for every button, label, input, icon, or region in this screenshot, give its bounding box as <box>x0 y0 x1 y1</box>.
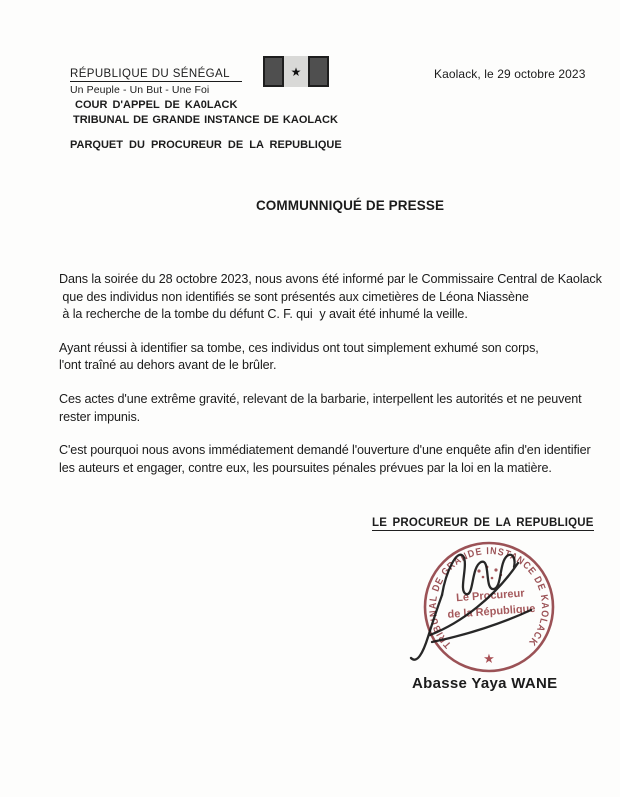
parquet-line: PARQUET DU PROCUREUR DE LA REPUBLIQUE <box>70 139 342 151</box>
senegal-flag-icon <box>263 56 329 87</box>
paragraph-line: que des individus non identifiés se sont présentés aux cimetières de Léona Niassène <box>59 289 529 304</box>
paragraph-line: Ayant réussi à identifier sa tombe, ces individus ont tout simplement exhumé son corps, <box>59 340 539 355</box>
republic-title: RÉPUBLIQUE DU SÉNÉGAL <box>70 68 242 82</box>
paragraph-line: Ces actes d'une extrême gravité, relevant de la barbarie, interpellent les autorités et ne peuvent <box>59 391 582 406</box>
tribunal-stamp <box>407 525 571 689</box>
stamp-center-line-2: de la République <box>447 602 536 621</box>
press-release-title: COMMUNNIQUÉ DE PRESSE <box>255 198 445 213</box>
paragraph-1 <box>59 271 602 324</box>
paragraph-line: rester impunis. <box>59 409 141 424</box>
national-motto: Un Peuple - Un But - Une Foi <box>70 84 210 96</box>
signatory-role-line: LE PROCUREUR DE LA REPUBLIQUE <box>372 517 594 529</box>
flag-center-band <box>284 56 308 87</box>
body-paragraphs <box>59 271 602 493</box>
place-date-line: Kaolack, le 29 octobre 2023 <box>434 67 586 81</box>
stamp-ornament <box>477 566 502 580</box>
stamp-star-icon: ★ <box>483 651 495 666</box>
flag-left-panel <box>263 56 284 87</box>
paragraph-4 <box>59 442 591 477</box>
signatory-name: Abasse Yaya WANE <box>412 675 558 692</box>
paragraph-2 <box>59 340 587 375</box>
flag-right-panel <box>308 56 329 87</box>
paragraph-line: Dans la soirée du 28 octobre 2023, nous avons été informé par le Commissaire Central de Kaolack <box>59 272 602 286</box>
stamp-ring-text: TRIBUNAL DE GRANDE INSTANCE DE KAOLACK <box>427 545 551 650</box>
flag-star-icon: ★ <box>290 64 302 79</box>
paragraph-3 <box>59 391 587 426</box>
paragraph-line: les auteurs et engager, contre eux, les poursuites pénales prévues par la loi en la matière. <box>59 460 552 475</box>
court-of-appeal-line: COUR D'APPEL DE KA0LACK <box>75 99 238 111</box>
tribunal-line: TRIBUNAL DE GRANDE INSTANCE DE KAOLACK <box>73 114 338 126</box>
stamp-center-line-1: Le Procureur <box>455 587 525 605</box>
paragraph-line: l'ont traîné au dehors avant de le brûler. <box>59 358 277 373</box>
paragraph-line: C'est pourquoi nous avons immédiatement demandé l'ouverture d'une enquête afin d'en identifier <box>59 443 591 458</box>
paragraph-line: à la recherche de la tombe du défunt C. F. qui y avait été inhumé la veille. <box>59 307 468 322</box>
